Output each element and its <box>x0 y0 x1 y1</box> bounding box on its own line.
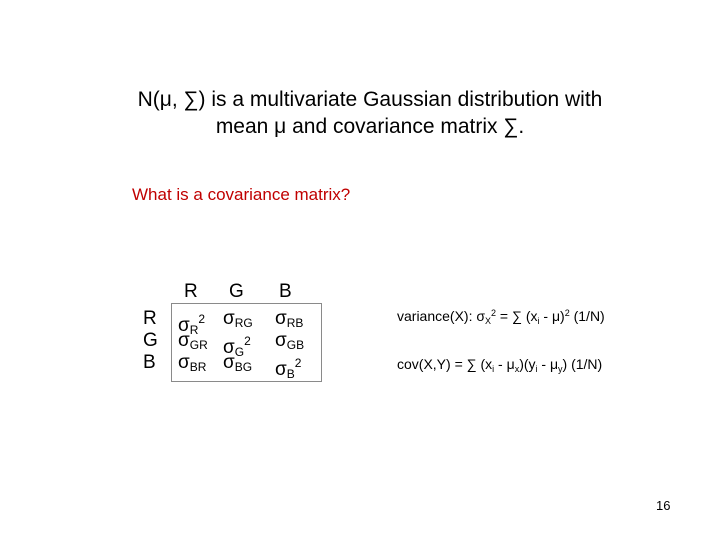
matrix-cell-b-b: $\sigma_B^2$ <box>275 356 302 381</box>
matrix-cell-g-g: $\sigma_G^2$ <box>223 334 251 359</box>
matrix-cell-r-r: $\sigma_R^2$ <box>178 312 206 337</box>
matrix-col-header-b: B <box>279 281 292 302</box>
matrix-cell-b-g: $\sigma_{BG}$ <box>223 352 253 374</box>
matrix-cell-r-g: $\sigma_{RG}$ <box>223 308 253 330</box>
matrix-cell-b-r: $\sigma_{BR}$ <box>178 352 207 374</box>
title-line-1: N(μ, ∑) is a multivariate Gaussian distribution with <box>137 88 603 111</box>
matrix-row-header-b: B <box>143 352 156 373</box>
matrix-col-header-r: R <box>184 281 198 302</box>
matrix-col-header-g: G <box>229 281 244 302</box>
matrix-cell-r-b: $\sigma_{RB}$ <box>275 308 304 330</box>
matrix-cell-g-b: $\sigma_{GB}$ <box>275 330 305 352</box>
variance-formula: variance(X): $\sigma_X^2$ = ∑ $(x_i - \mu)^2$ (1/N) <box>397 308 605 326</box>
matrix-cell-g-r: $\sigma_{GR}$ <box>178 330 208 352</box>
covariance-formula: cov(X,Y) = ∑ $(x_i - \mu_x)(y_i - \mu_y)$ (1/N) <box>397 356 603 374</box>
page-number: 16 <box>656 498 671 513</box>
covariance-question: What is a covariance matrix? <box>132 185 351 204</box>
matrix-row-header-r: R <box>143 308 157 329</box>
matrix-row-header-g: G <box>143 330 158 351</box>
title-line-2: mean μ and covariance matrix ∑. <box>215 115 525 138</box>
